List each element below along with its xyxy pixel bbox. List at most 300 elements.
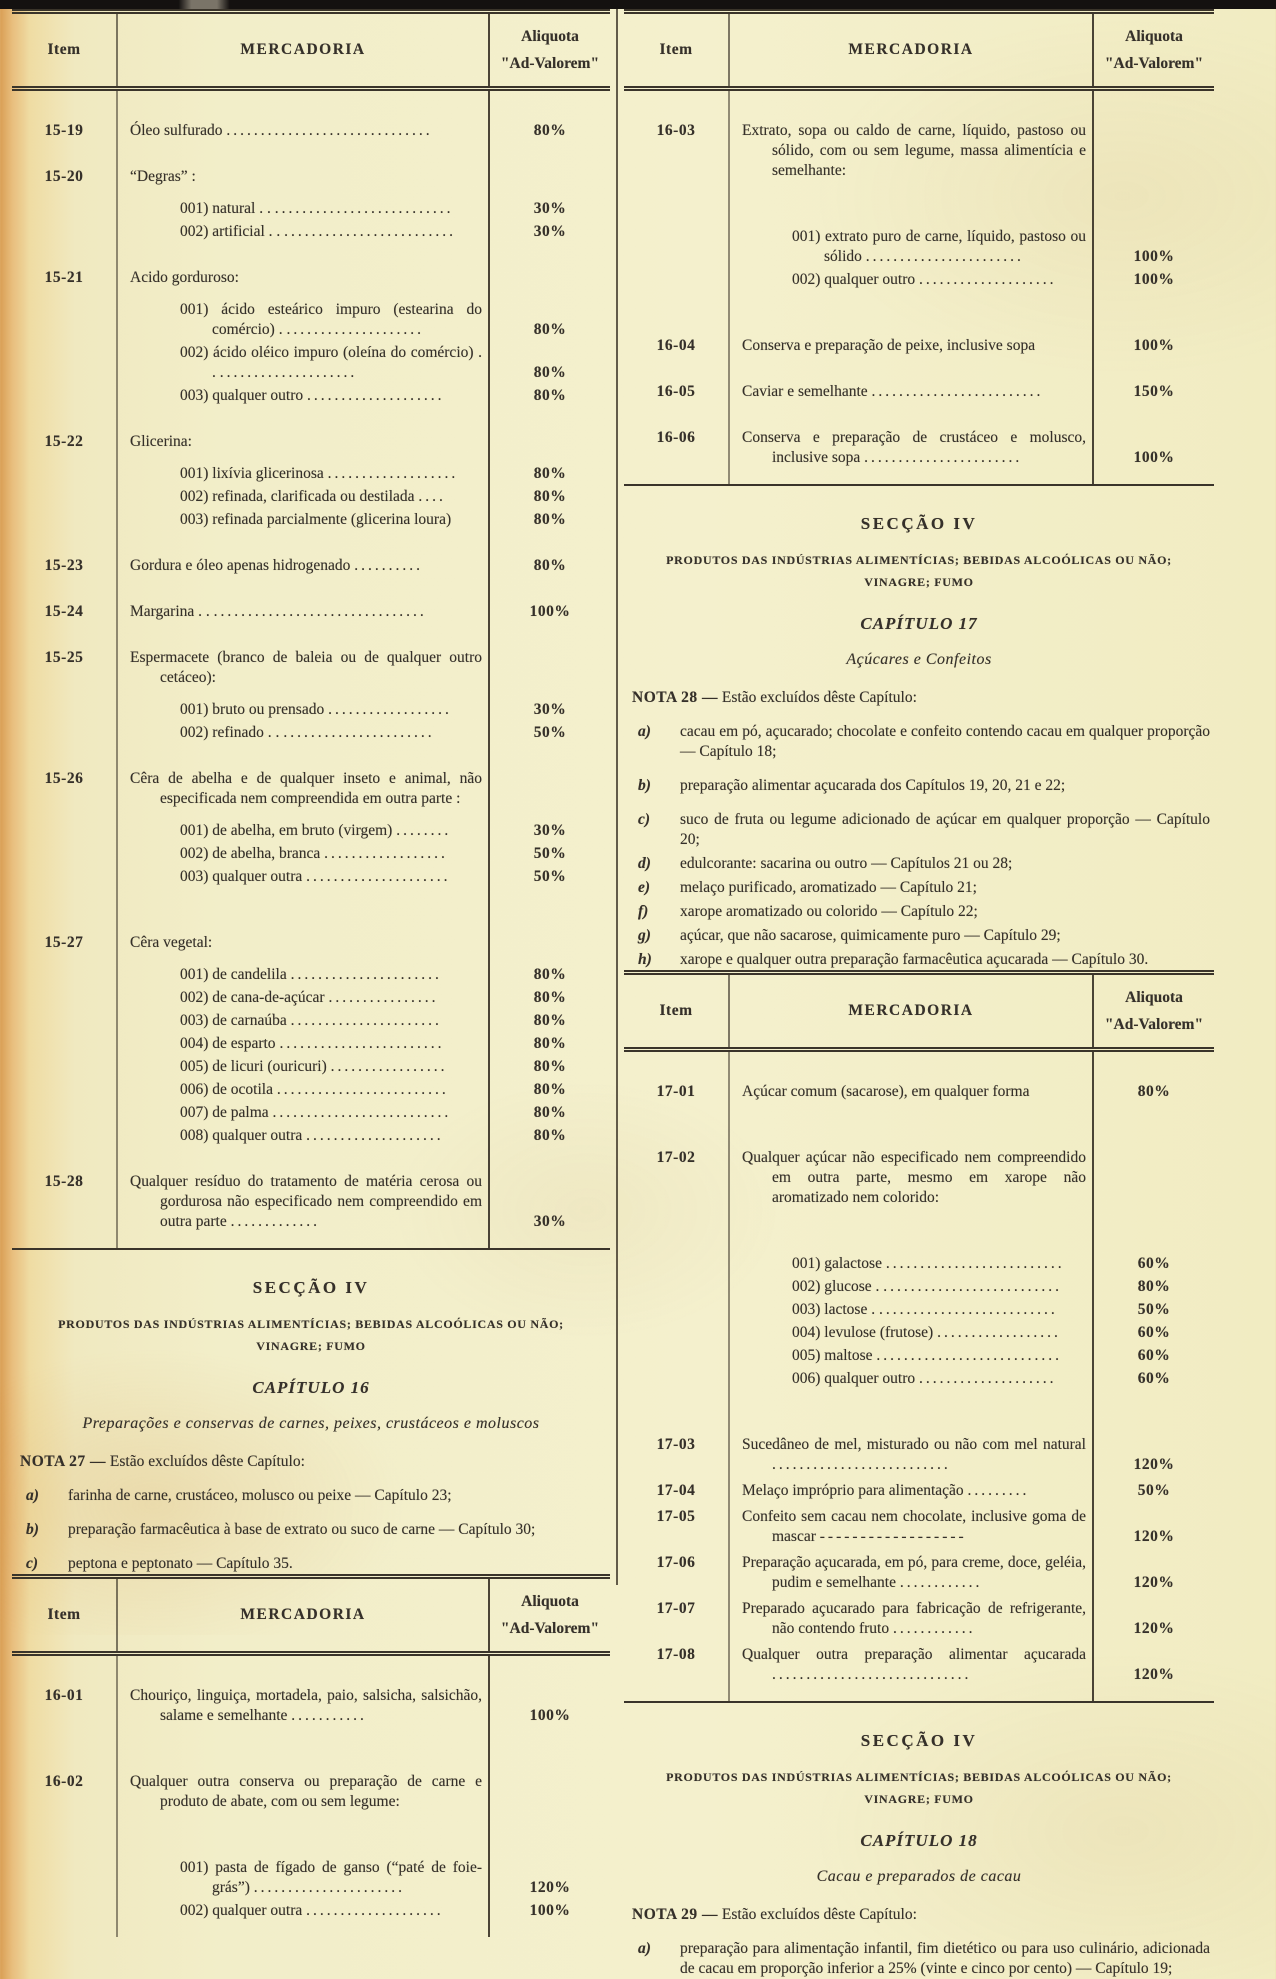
note-label: NOTA 28 — bbox=[632, 689, 719, 706]
note-intro: Estão excluídos dêste Capítulo: bbox=[721, 1906, 917, 1923]
table-body bbox=[12, 91, 610, 1248]
table-row bbox=[624, 428, 1214, 468]
table-row bbox=[624, 336, 1214, 356]
item-rate: 120% bbox=[1133, 1574, 1175, 1591]
table-row bbox=[12, 1057, 610, 1077]
table-row bbox=[624, 270, 1214, 290]
aliquota-header-line2: "Ad-Valorem" bbox=[500, 54, 600, 72]
note-item bbox=[632, 926, 1210, 946]
note-item-text: cacau em pó, açucarado; chocolate e confeito contendo cacau em qualquer proporção — Capítulo 18; bbox=[680, 723, 1210, 760]
item-description: 003) refinada parcialmente (glicerina loura) bbox=[180, 511, 452, 528]
section-subtitle-line: VINAGRE; FUMO bbox=[864, 575, 974, 589]
item-rate: 100% bbox=[529, 1707, 571, 1724]
dot-leader: .................... bbox=[918, 271, 1057, 288]
item-description: 002) ácido oléico impuro (oleína do comércio) . . .................... bbox=[180, 344, 482, 381]
section-subtitle bbox=[12, 1314, 610, 1356]
item-description: Chouriço, linguiça, mortadela, paio, salsicha, salsichão, salame e semelhante ........... bbox=[130, 1687, 482, 1724]
item-description: 003) qualquer outro .................... bbox=[180, 387, 445, 404]
item-rate: 30% bbox=[533, 223, 567, 240]
section-title: SECÇÃO IV bbox=[860, 1731, 978, 1750]
table-row bbox=[624, 1645, 1214, 1685]
aliquota-column-rule bbox=[488, 1656, 490, 1937]
table-row bbox=[624, 1435, 1214, 1475]
dot-leader: ...................... bbox=[283, 724, 435, 741]
item-description: Melaço impróprio para alimentação ......... bbox=[742, 1482, 1030, 1499]
section-subtitle-line: VINAGRE; FUMO bbox=[864, 1792, 974, 1806]
item-description: 004) levulose (frutose) .................. bbox=[792, 1324, 1061, 1341]
item-description: 003) de carnaúba ...................... bbox=[180, 1012, 442, 1029]
chapter-note bbox=[624, 1905, 1214, 1979]
item-description: 001) de abelha, em bruto (virgem) ........ bbox=[180, 822, 452, 839]
item-description: Confeito sem cacau nem chocolate, inclusive goma de mascar ------------------ bbox=[742, 1508, 1086, 1545]
note-item bbox=[632, 1939, 1210, 1979]
table-row bbox=[12, 1103, 610, 1123]
dot-leader: .......................... bbox=[772, 1456, 951, 1473]
table-row bbox=[12, 487, 610, 507]
table-header-row bbox=[624, 9, 1214, 91]
note-intro: Estão excluídos dêste Capítulo: bbox=[721, 689, 917, 706]
note-item-text: xarope e qualquer outra preparação farmacêutica açucarada — Capítulo 30. bbox=[680, 951, 1149, 968]
item-rate: 50% bbox=[533, 845, 567, 862]
dot-leader: .................... bbox=[286, 321, 424, 338]
aliquota-header-line2: "Ad-Valorem" bbox=[1104, 1015, 1204, 1033]
item-code: 16-03 bbox=[656, 122, 696, 139]
table-row bbox=[12, 199, 610, 219]
note-item bbox=[20, 1520, 606, 1540]
table-row bbox=[12, 933, 610, 953]
table-row bbox=[12, 1858, 610, 1898]
item-rate: 80% bbox=[533, 488, 567, 505]
table-row bbox=[624, 1300, 1214, 1320]
section-subtitle bbox=[624, 550, 1214, 592]
item-description: 005) maltose ........................... bbox=[792, 1347, 1062, 1364]
item-code: 15-28 bbox=[44, 1173, 84, 1190]
item-rate: 80% bbox=[533, 122, 567, 139]
item-description: Gordura e óleo apenas hidrogenado .......... bbox=[130, 557, 423, 574]
item-column-rule bbox=[116, 91, 118, 1248]
tariff-table bbox=[12, 1574, 610, 1937]
aliquota-column-rule bbox=[488, 91, 490, 1248]
item-code: 15-25 bbox=[44, 649, 84, 666]
table-row bbox=[12, 1126, 610, 1146]
note-label: NOTA 29 — bbox=[632, 1906, 719, 1923]
item-rate: 120% bbox=[1133, 1528, 1175, 1545]
section-subtitle-line: PRODUTOS DAS INDÚSTRIAS ALIMENTÍCIAS; BEBIDAS ALCOÓLICAS OU NÃO; bbox=[666, 1770, 1172, 1784]
dot-leader: ......... bbox=[967, 1482, 1030, 1499]
section-heading bbox=[624, 514, 1214, 670]
dot-leader: ............ bbox=[899, 1574, 983, 1591]
item-description: “Degras” : bbox=[130, 168, 196, 185]
dot-leader: ........ bbox=[396, 822, 452, 839]
note-item-marker: a) bbox=[638, 723, 651, 740]
item-description: 007) de palma .......................... bbox=[180, 1104, 452, 1121]
dot-leader: ............. bbox=[230, 1213, 320, 1230]
item-rate: 100% bbox=[1133, 248, 1175, 265]
note-item-text: preparação alimentar açucarada dos Capítulos 19, 20, 21 e 22; bbox=[680, 777, 1066, 794]
dot-leader: .......................... bbox=[272, 1104, 452, 1121]
column-header-aliquota bbox=[488, 14, 610, 86]
table-row bbox=[12, 1080, 610, 1100]
note-item-text: açúcar, que não sacarose, quimicamente puro — Capítulo 29; bbox=[680, 927, 1061, 944]
note-label: NOTA 27 — bbox=[20, 1453, 107, 1470]
dot-leader: .................. bbox=[328, 701, 452, 718]
section-subtitle-line: PRODUTOS DAS INDÚSTRIAS ALIMENTÍCIAS; BEBIDAS ALCOÓLICAS OU NÃO; bbox=[666, 553, 1172, 567]
dot-leader: .............................. bbox=[226, 122, 433, 139]
item-description: Qualquer outra conserva ou preparação de carne e produto de abate, com ou sem legume: bbox=[130, 1773, 482, 1810]
item-rate: 100% bbox=[1133, 337, 1175, 354]
item-rate: 60% bbox=[1137, 1370, 1171, 1387]
item-rate: 60% bbox=[1137, 1255, 1171, 1272]
dot-leader: ........... bbox=[291, 1707, 367, 1724]
item-rate: 80% bbox=[533, 1081, 567, 1098]
item-description: 002) de cana-de-açúcar ................ bbox=[180, 989, 439, 1006]
right-column bbox=[624, 9, 1214, 1979]
table-row bbox=[12, 510, 610, 530]
dot-leader: ............................... bbox=[213, 603, 427, 620]
dot-leader: ......................... bbox=[284, 223, 457, 240]
note-item-marker: d) bbox=[638, 855, 651, 872]
dot-leader: ........................ bbox=[279, 1035, 445, 1052]
column-header-aliquota bbox=[1092, 975, 1214, 1047]
item-code: 17-03 bbox=[656, 1436, 696, 1453]
table-row bbox=[12, 386, 610, 406]
chapter-subtitle: Cacau e preparados de cacau bbox=[816, 1868, 1022, 1885]
tariff-table bbox=[12, 9, 610, 1250]
section-subtitle bbox=[624, 1767, 1214, 1809]
item-code: 16-01 bbox=[44, 1687, 84, 1704]
item-column-rule bbox=[728, 1052, 730, 1701]
table-row bbox=[624, 1148, 1214, 1208]
item-rate: 100% bbox=[1133, 271, 1175, 288]
item-rate: 80% bbox=[533, 387, 567, 404]
column-header-item: Item bbox=[47, 41, 81, 58]
column-header-aliquota bbox=[488, 1579, 610, 1651]
table-row bbox=[624, 1346, 1214, 1366]
aliquota-header-line2: "Ad-Valorem" bbox=[1104, 54, 1204, 72]
note-item bbox=[632, 810, 1210, 850]
item-rate: 50% bbox=[1137, 1301, 1171, 1318]
dot-leader: ................... bbox=[327, 465, 459, 482]
item-description: Cêra vegetal: bbox=[130, 934, 213, 951]
item-rate: 80% bbox=[533, 465, 567, 482]
item-code: 16-05 bbox=[656, 383, 696, 400]
item-code: 15-19 bbox=[44, 122, 84, 139]
aliquota-column-rule bbox=[1092, 1052, 1094, 1701]
table-row bbox=[12, 432, 610, 452]
note-heading bbox=[632, 1905, 1210, 1925]
dot-leader: .................... bbox=[306, 1127, 444, 1144]
item-code: 17-07 bbox=[656, 1600, 696, 1617]
item-rate: 60% bbox=[1137, 1324, 1171, 1341]
note-item bbox=[632, 854, 1210, 874]
item-description: 001) extrato puro de carne, líquido, pastoso ou sólido ....................... bbox=[792, 228, 1086, 265]
tariff-table bbox=[624, 9, 1214, 486]
table-row bbox=[12, 648, 610, 688]
item-description: Preparação açucarada, em pó, para creme, doce, geléia, pudim e semelhante ............ bbox=[742, 1554, 1086, 1591]
note-item-text: preparação para alimentação infantil, fim dietético ou para uso culinário, adicionada de cacau em proporção inferior a 25% (vinte e cinco por cento) — Capítulo 19; bbox=[680, 1940, 1210, 1977]
note-item-marker: b) bbox=[26, 1521, 39, 1538]
item-rate: 30% bbox=[533, 822, 567, 839]
item-description: 001) lixívia glicerinosa ................... bbox=[180, 465, 459, 482]
item-description: 002) refinada, clarificada ou destilada .... bbox=[180, 488, 446, 505]
aliquota-column-rule bbox=[1092, 91, 1094, 484]
dot-leader: ................ bbox=[328, 989, 439, 1006]
column-header-mercadoria: MERCADORIA bbox=[116, 14, 488, 86]
table-row bbox=[624, 1369, 1214, 1389]
item-description: Glicerina: bbox=[130, 433, 192, 450]
section-title: SECÇÃO IV bbox=[252, 1278, 370, 1297]
column-header-item: Item bbox=[659, 1002, 693, 1019]
item-rate: 80% bbox=[533, 321, 567, 338]
section-subtitle-line: VINAGRE; FUMO bbox=[256, 1339, 366, 1353]
item-code: 15-26 bbox=[44, 770, 84, 787]
dot-leader: .......................... bbox=[878, 1301, 1058, 1318]
note-heading bbox=[632, 688, 1210, 708]
item-code: 17-05 bbox=[656, 1508, 696, 1525]
item-code: 17-02 bbox=[656, 1149, 696, 1166]
page-top-scan-edge bbox=[0, 0, 1276, 9]
table-row bbox=[624, 1082, 1214, 1102]
note-item-marker: b) bbox=[638, 777, 651, 794]
dot-leader: ............ bbox=[892, 1620, 976, 1637]
table-row bbox=[12, 821, 610, 841]
section-title: SECÇÃO IV bbox=[860, 514, 978, 533]
note-item bbox=[632, 902, 1210, 922]
item-column-rule bbox=[728, 91, 730, 484]
item-code: 16-04 bbox=[656, 337, 696, 354]
column-header-mercadoria: MERCADORIA bbox=[728, 975, 1092, 1047]
dot-leader: ............................. bbox=[772, 1666, 972, 1683]
section-heading bbox=[12, 1278, 610, 1434]
note-item-marker: e) bbox=[638, 879, 651, 896]
note-heading bbox=[20, 1452, 606, 1472]
table-row bbox=[12, 222, 610, 242]
item-description: Extrato, sopa ou caldo de carne, líquido, pastoso ou sólido, com ou sem legume, massa alimentícia e semelhante: bbox=[742, 122, 1086, 179]
table-row bbox=[12, 700, 610, 720]
item-description: Sucedâneo de mel, misturado ou não com mel natural .......................... bbox=[742, 1436, 1086, 1473]
note-item-marker: a) bbox=[26, 1487, 39, 1504]
table-row bbox=[624, 1254, 1214, 1274]
table-row bbox=[12, 464, 610, 484]
table-row bbox=[624, 1323, 1214, 1343]
dot-leader: .................... bbox=[306, 387, 445, 404]
item-description: 008) qualquer outra .................... bbox=[180, 1127, 444, 1144]
item-description: 006) qualquer outro .................... bbox=[792, 1370, 1057, 1387]
item-description: 001) bruto ou prensado .................. bbox=[180, 701, 452, 718]
table-row bbox=[624, 1277, 1214, 1297]
item-description: Qualquer resíduo do tratamento de matéria cerosa ou gordurosa não especificado nem compreendido em outra parte ............. bbox=[130, 1173, 482, 1230]
note-item bbox=[632, 878, 1210, 898]
item-rate: 80% bbox=[533, 1058, 567, 1075]
item-description: 004) de esparto ........................ bbox=[180, 1035, 445, 1052]
item-rate: 60% bbox=[1137, 1347, 1171, 1364]
column-header-item: Item bbox=[47, 1606, 81, 1623]
table-row bbox=[12, 300, 610, 340]
item-code: 16-06 bbox=[656, 429, 696, 446]
item-rate: 100% bbox=[529, 603, 571, 620]
table-row bbox=[12, 988, 610, 1008]
item-description: Caviar e semelhante ......................... bbox=[742, 383, 1044, 400]
table-row bbox=[624, 121, 1214, 181]
note-intro: Estão excluídos dêste Capítulo: bbox=[109, 1453, 305, 1470]
dot-leader: ......................... bbox=[276, 1081, 449, 1098]
table-row bbox=[12, 1772, 610, 1812]
item-code: 16-02 bbox=[44, 1773, 84, 1790]
table-row bbox=[12, 167, 610, 187]
dot-leader: ------------------ bbox=[819, 1528, 967, 1545]
item-rate: 80% bbox=[533, 966, 567, 983]
note-item bbox=[632, 776, 1210, 796]
table-row bbox=[12, 1901, 610, 1921]
table-body bbox=[624, 1052, 1214, 1701]
item-rate: 120% bbox=[1133, 1620, 1175, 1637]
table-row bbox=[624, 382, 1214, 402]
item-description: 003) lactose . .......................... bbox=[792, 1301, 1058, 1318]
note-item bbox=[20, 1554, 606, 1574]
item-rate: 80% bbox=[1137, 1278, 1171, 1295]
item-rate: 50% bbox=[533, 868, 567, 885]
column-header-mercadoria: MERCADORIA bbox=[728, 14, 1092, 86]
table-row bbox=[12, 844, 610, 864]
table-row bbox=[12, 723, 610, 743]
note-item-text: edulcorante: sacarina ou outro — Capítulos 21 ou 28; bbox=[680, 855, 1013, 872]
dot-leader: ......................... bbox=[871, 383, 1044, 400]
note-item-marker: c) bbox=[26, 1555, 39, 1572]
note-item bbox=[632, 950, 1210, 970]
item-rate: 120% bbox=[529, 1879, 571, 1896]
note-item bbox=[632, 722, 1210, 762]
table-header-row bbox=[12, 1574, 610, 1656]
aliquota-header-line1: Aliquota bbox=[521, 1592, 579, 1610]
chapter-title: CAPÍTULO 17 bbox=[860, 614, 978, 633]
item-description: Preparado açucarado para fabricação de refrigerante, não contendo fruto ............ bbox=[742, 1600, 1086, 1637]
note-item-text: preparação farmacêutica à base de extrato ou suco de carne — Capítulo 30; bbox=[68, 1521, 536, 1538]
table-header-row bbox=[12, 9, 610, 91]
item-code: 17-08 bbox=[656, 1646, 696, 1663]
item-description: Óleo sulfurado .............................. bbox=[130, 122, 433, 139]
item-description: 001) pasta de fígado de ganso (“paté de foie-grás”) ...................... bbox=[180, 1859, 482, 1896]
dot-leader: ...................... bbox=[290, 1012, 442, 1029]
note-item-text: farinha de carne, crustáceo, molusco ou peixe — Capítulo 23; bbox=[68, 1487, 452, 1504]
note-item-marker: h) bbox=[638, 951, 652, 968]
table-row bbox=[12, 1172, 610, 1232]
item-rate: 80% bbox=[533, 1012, 567, 1029]
item-column-rule bbox=[116, 1656, 118, 1937]
note-item-marker: f) bbox=[638, 903, 649, 920]
table-row bbox=[624, 227, 1214, 267]
item-description: 001) de candelila ...................... bbox=[180, 966, 442, 983]
dot-leader: ...................... bbox=[253, 1879, 405, 1896]
item-description: 006) de ocotila ......................... bbox=[180, 1081, 449, 1098]
table-row bbox=[624, 1553, 1214, 1593]
table-row bbox=[12, 1034, 610, 1054]
item-description: Espermacete (branco de baleia ou de qualquer outro cetáceo): bbox=[130, 649, 482, 686]
table-body bbox=[624, 91, 1214, 484]
item-code: 15-22 bbox=[44, 433, 84, 450]
item-description: 001) ácido esteárico impuro (estearina do comércio) . .................... bbox=[180, 301, 482, 338]
tariff-table bbox=[624, 970, 1214, 1703]
chapter-note bbox=[12, 1452, 610, 1574]
item-rate: 80% bbox=[533, 1104, 567, 1121]
table-row bbox=[624, 1599, 1214, 1639]
table-header-row bbox=[624, 970, 1214, 1052]
table-row bbox=[624, 1481, 1214, 1501]
column-divider-rule bbox=[616, 9, 618, 1585]
item-description: Cêra de abelha e de qualquer inseto e animal, não especificada nem compreendida em outra parte : bbox=[130, 770, 482, 807]
table-row bbox=[12, 602, 610, 622]
item-code: 15-24 bbox=[44, 603, 84, 620]
table-row bbox=[12, 121, 610, 141]
dot-leader: ....................... bbox=[864, 449, 1023, 466]
item-rate: 50% bbox=[533, 724, 567, 741]
dot-leader: .......................... bbox=[883, 1278, 1063, 1295]
item-description: Acido gorduroso: bbox=[130, 269, 239, 286]
item-code: 17-04 bbox=[656, 1482, 696, 1499]
item-description: 001) galactose .......................... bbox=[792, 1255, 1065, 1272]
item-description: 002) artificial . . ......................... bbox=[180, 223, 457, 240]
aliquota-header-line1: Aliquota bbox=[521, 27, 579, 45]
item-description: 002) refinado . . ...................... bbox=[180, 724, 435, 741]
dot-leader: .................... bbox=[219, 364, 358, 381]
item-description: Conserva e preparação de crustáceo e molusco, inclusive sopa ....................... bbox=[742, 429, 1086, 466]
item-description: Açúcar comum (sacarose), em qualquer forma bbox=[742, 1083, 1030, 1100]
dot-leader: .................... bbox=[306, 1902, 444, 1919]
left-column bbox=[12, 9, 610, 1937]
note-item-text: peptona e peptonato — Capítulo 35. bbox=[68, 1555, 293, 1572]
column-header-aliquota bbox=[1092, 14, 1214, 86]
table-row bbox=[12, 769, 610, 809]
dot-leader: ........................... bbox=[876, 1347, 1062, 1364]
item-rate: 100% bbox=[529, 1902, 571, 1919]
item-description: 002) de abelha, branca .................. bbox=[180, 845, 448, 862]
aliquota-header-line2: "Ad-Valorem" bbox=[500, 1619, 600, 1637]
note-item-marker: g) bbox=[638, 927, 651, 944]
item-rate: 150% bbox=[1133, 383, 1175, 400]
item-rate: 30% bbox=[533, 1213, 567, 1230]
item-description: 003) qualquer outra ..................... bbox=[180, 868, 451, 885]
dot-leader: .................. bbox=[324, 845, 448, 862]
item-code: 15-21 bbox=[44, 269, 84, 286]
item-rate: 30% bbox=[533, 200, 567, 217]
aliquota-header-line1: Aliquota bbox=[1125, 988, 1183, 1006]
table-row bbox=[12, 556, 610, 576]
dot-leader: .......................... bbox=[274, 200, 454, 217]
item-description: Qualquer outra preparação alimentar açucarada ............................. bbox=[742, 1646, 1086, 1683]
dot-leader: .................... bbox=[918, 1370, 1057, 1387]
note-item-text: xarope aromatizado ou colorido — Capítulo 22; bbox=[680, 903, 978, 920]
item-description: 001) natural . . .......................... bbox=[180, 200, 454, 217]
table-row bbox=[12, 268, 610, 288]
item-description: 002) glucose . .......................... bbox=[792, 1278, 1063, 1295]
item-rate: 80% bbox=[533, 989, 567, 1006]
column-header-item: Item bbox=[659, 41, 693, 58]
section-subtitle-line: PRODUTOS DAS INDÚSTRIAS ALIMENTÍCIAS; BEBIDAS ALCOÓLICAS OU NÃO; bbox=[58, 1317, 564, 1331]
chapter-title: CAPÍTULO 16 bbox=[252, 1378, 370, 1397]
item-description: Qualquer açúcar não especificado nem compreendido em outra parte, mesmo em xarope não aromatizado nem colorido: bbox=[742, 1149, 1086, 1206]
chapter-subtitle: Açúcares e Confeitos bbox=[846, 651, 992, 668]
dot-leader: .......... bbox=[354, 557, 423, 574]
column-header-mercadoria: MERCADORIA bbox=[116, 1579, 488, 1651]
dot-leader: .................. bbox=[937, 1324, 1061, 1341]
dot-leader: ....................... bbox=[865, 248, 1024, 265]
table-row bbox=[12, 965, 610, 985]
chapter-subtitle: Preparações e conservas de carnes, peixes, crustáceos e moluscos bbox=[82, 1415, 540, 1432]
item-rate: 80% bbox=[533, 557, 567, 574]
item-code: 17-06 bbox=[656, 1554, 696, 1571]
dot-leader: ...................... bbox=[290, 966, 442, 983]
item-description: 002) qualquer outro .................... bbox=[792, 271, 1057, 288]
item-description: Conserva e preparação de peixe, inclusive sopa bbox=[742, 337, 1036, 354]
